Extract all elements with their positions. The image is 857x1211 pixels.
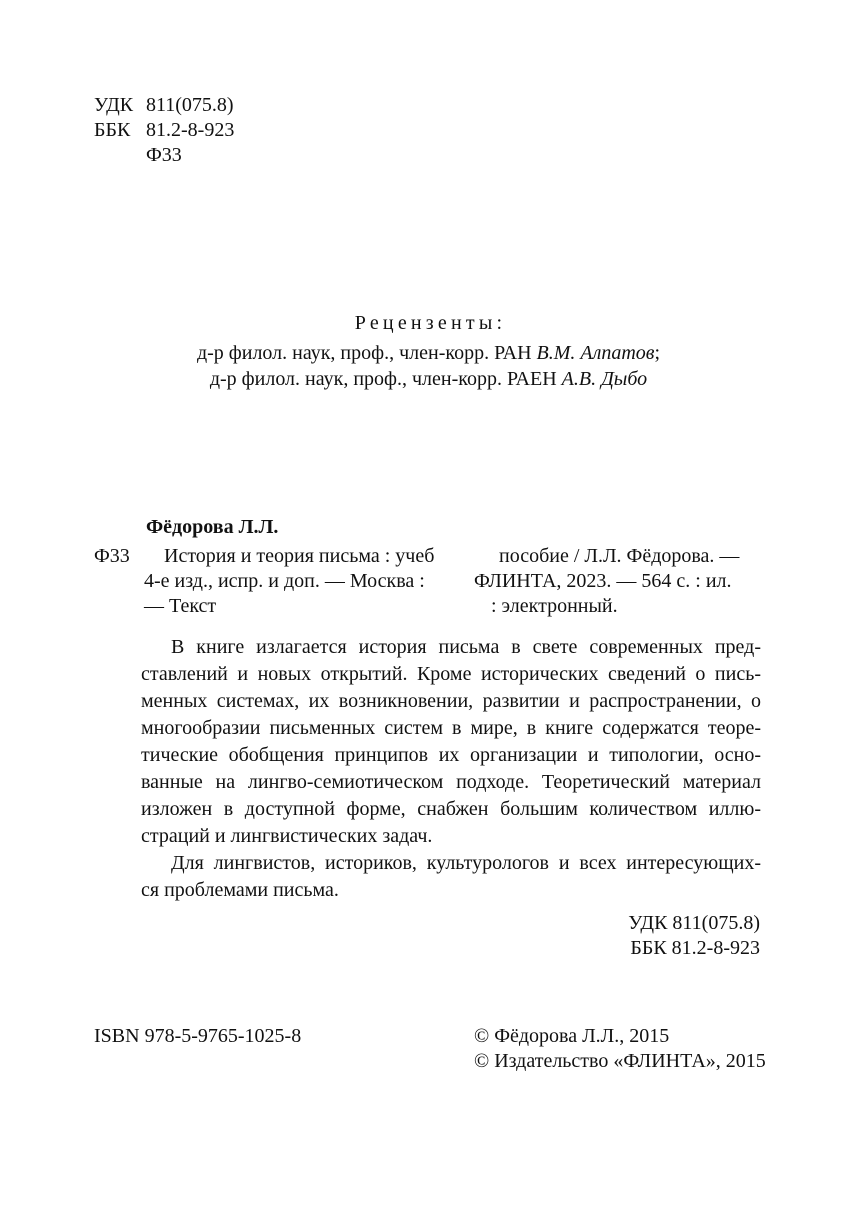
bib-line-1-left: История и теория письма : учеб xyxy=(164,545,435,567)
annotation-paragraph-2 xyxy=(141,850,761,904)
reviewer-2-name: А.В. Дыбо xyxy=(561,368,648,390)
bbk-label: ББК xyxy=(94,119,131,141)
annotation xyxy=(141,634,761,904)
copyright-author: © Фёдорова Л.Л., 2015 xyxy=(474,1025,670,1047)
reviewer-1-title: д-р филол. наук, проф., член-корр. РАН xyxy=(196,342,537,364)
reviewers-heading: Рецензенты: xyxy=(354,312,507,334)
udk-bottom: УДК 811(075.8) xyxy=(628,912,760,934)
bib-line-3-right: : электронный. xyxy=(491,595,618,617)
annotation-line: изложен в доступной форме, снабжен большим количеством иллю- xyxy=(141,798,761,820)
bib-line-2-right: ФЛИНТА, 2023. — 564 с. : ил. xyxy=(474,570,732,592)
annotation-line: многообразии письменных систем в мире, в книге содержатся теоре- xyxy=(141,717,761,739)
annotation-paragraph-1 xyxy=(141,634,761,850)
isbn: ISBN 978-5-9765-1025-8 xyxy=(94,1025,302,1047)
reviewer-2-title: д-р филол. наук, проф., член-корр. РАЕН xyxy=(209,368,562,390)
bib-line-1-right: пособие / Л.Л. Фёдорова. — xyxy=(499,545,740,567)
annotation-line: В книге излагается история письма в свете современных пред- xyxy=(171,636,761,658)
bbk-value: 81.2-8-923 xyxy=(146,119,235,141)
bib-line-3-left: — Текст xyxy=(144,595,217,617)
annotation-line: страций и лингвистических задач. xyxy=(141,825,433,847)
annotation-line: ставлений и новых открытий. Кроме исторических сведений о пись- xyxy=(141,663,761,685)
reviewer-2 xyxy=(0,366,857,392)
author-mark: Ф33 xyxy=(94,545,130,567)
annotation-line: ся проблемами письма. xyxy=(141,879,339,901)
reviewer-1-suffix: ; xyxy=(654,342,661,364)
udk-value: 811(075.8) xyxy=(146,94,234,116)
annotation-line: менных системах, их возникновении, развитии и распространении, о xyxy=(141,690,761,712)
bib-line-2-left: 4-е изд., испр. и доп. — Москва : xyxy=(144,570,425,592)
author-mark-top: Ф33 xyxy=(146,144,182,166)
bbk-bottom: ББК 81.2-8-923 xyxy=(630,937,760,959)
annotation-line: ванные на лингво-семиотическом подходе. Теоретический материал xyxy=(141,771,761,793)
udk-label: УДК xyxy=(94,94,134,116)
annotation-line: тические обобщения принципов их организации и типологии, осно- xyxy=(141,744,761,766)
reviewer-1-name: В.М. Алпатов xyxy=(536,342,655,364)
reviewer-1 xyxy=(0,340,857,366)
annotation-line: Для лингвистов, историков, культурологов и всех интересующих- xyxy=(171,852,761,874)
copyright-publisher: © Издательство «ФЛИНТА», 2015 xyxy=(474,1050,766,1072)
author-heading: Фёдорова Л.Л. xyxy=(146,516,279,538)
